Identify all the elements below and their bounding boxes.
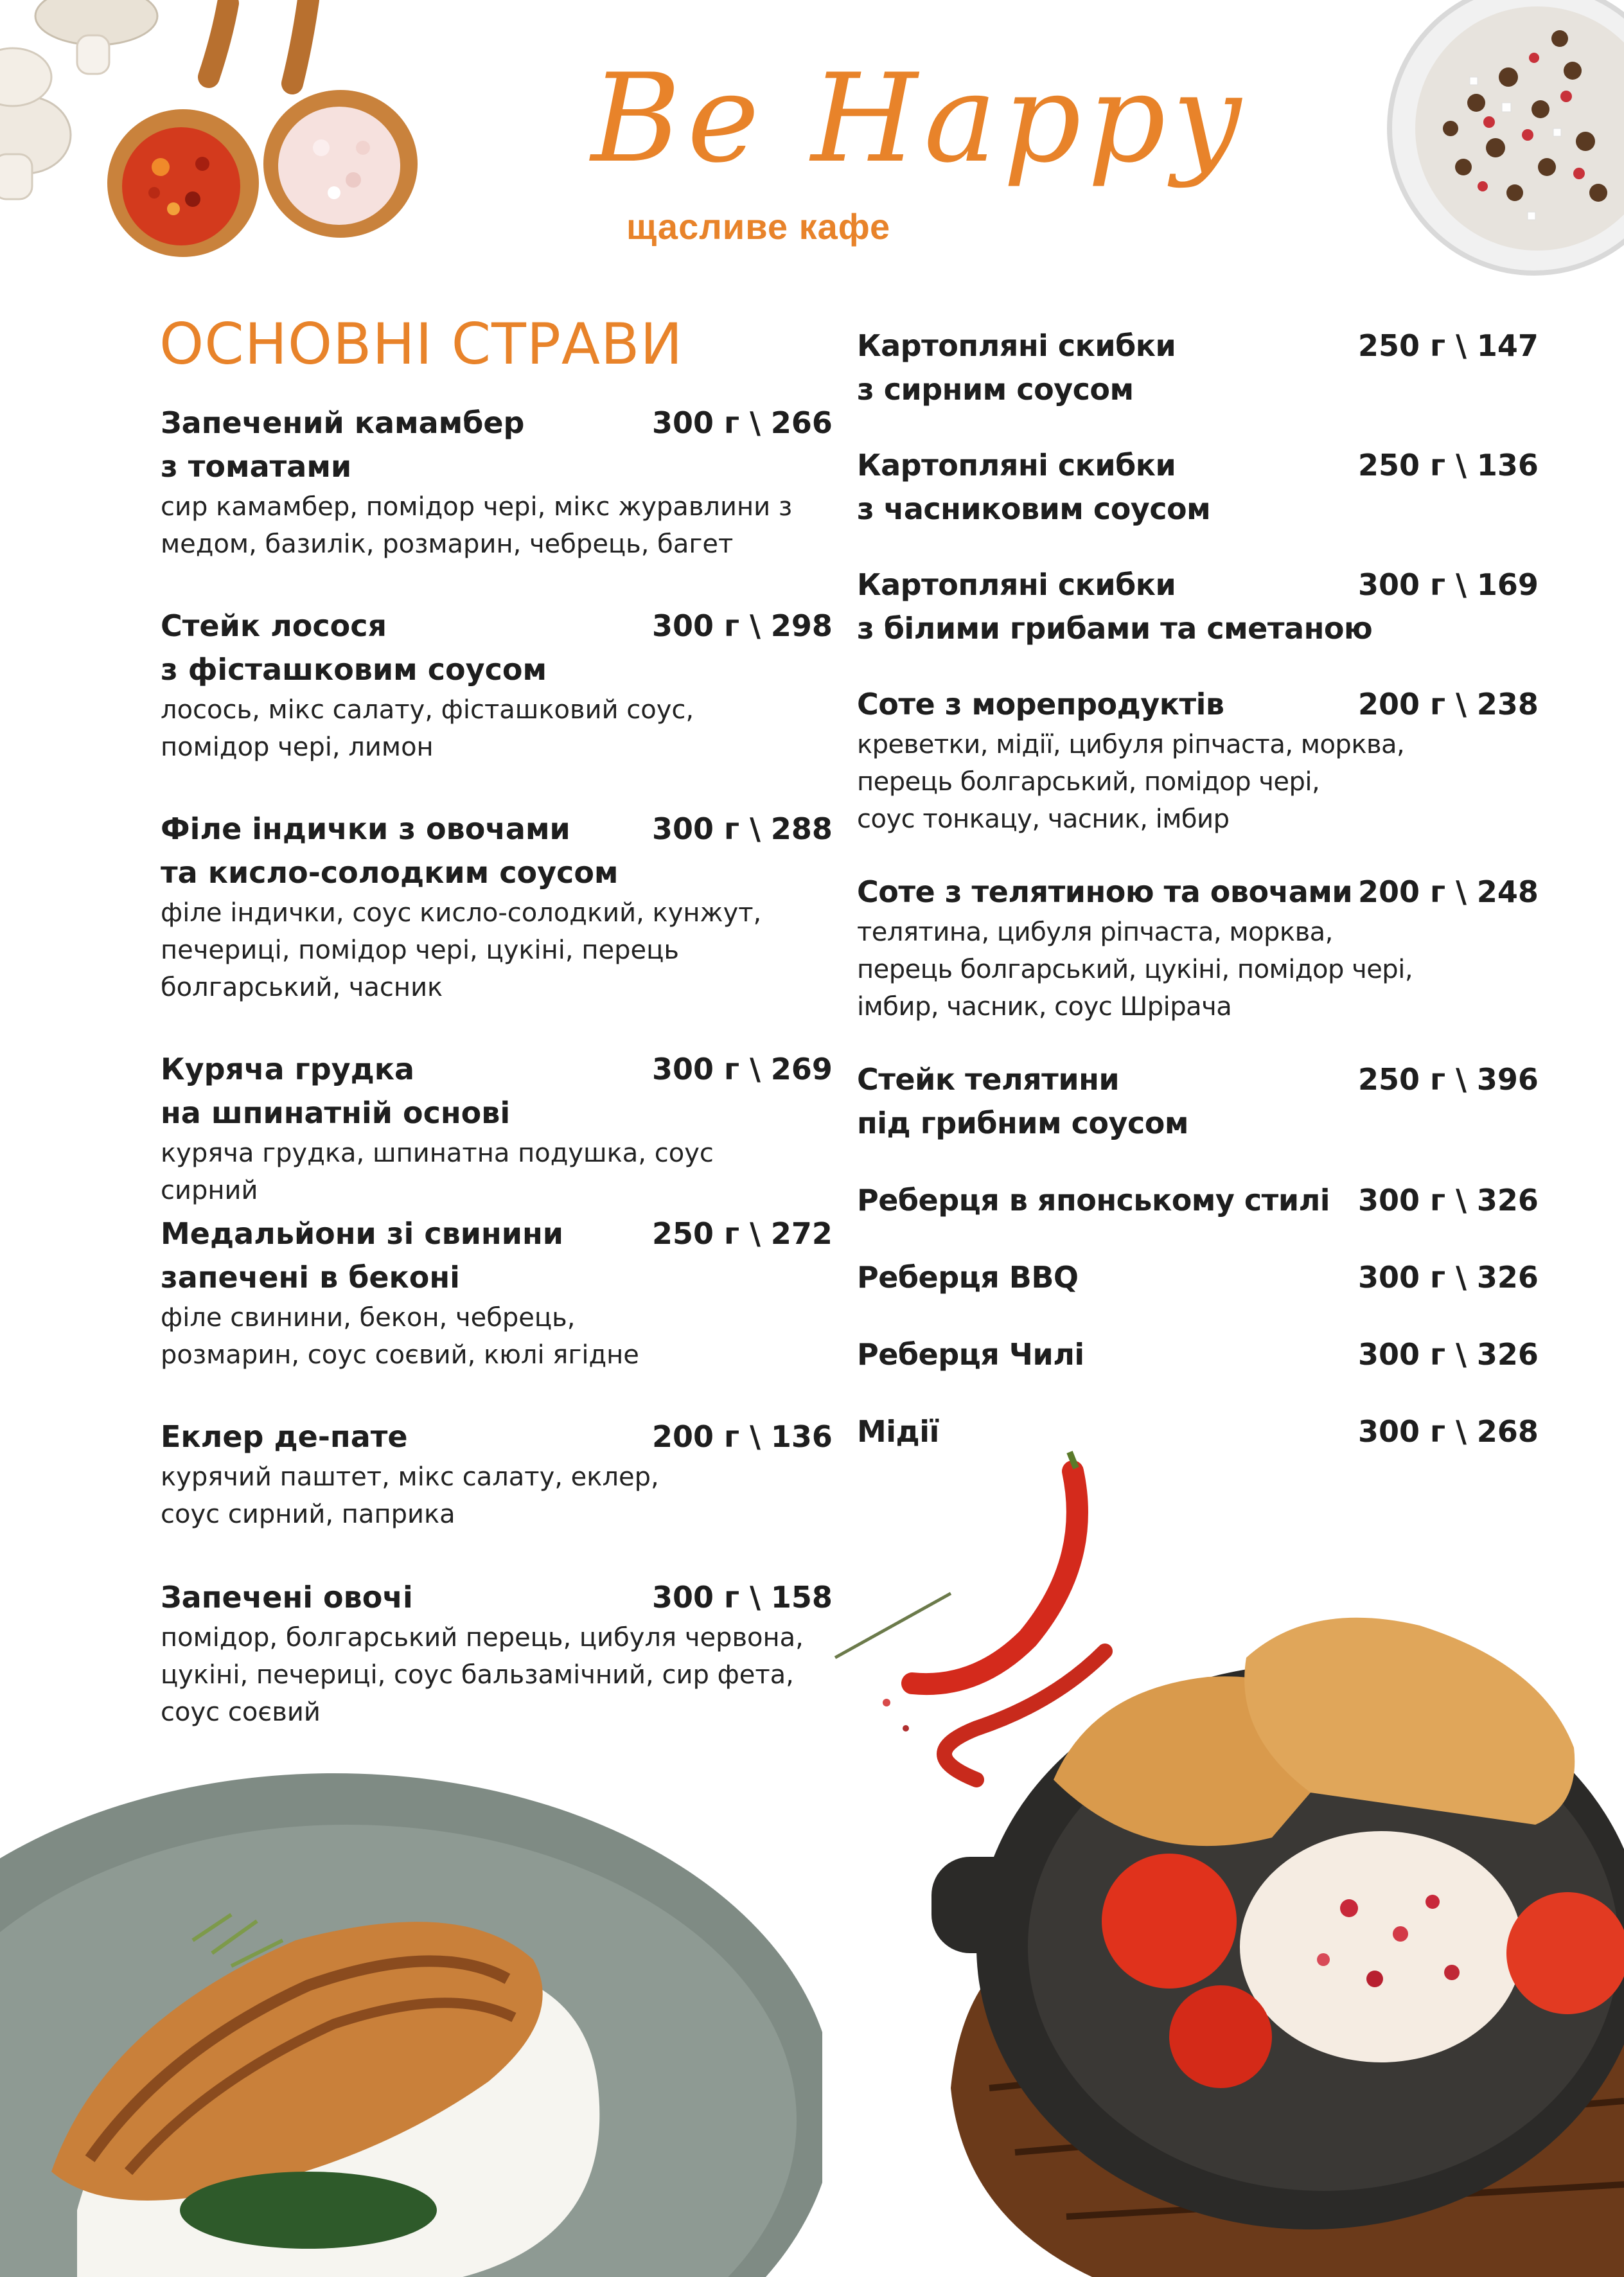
item-price: 200 г \ 248 [1358,874,1539,909]
item-name: Реберця в японському стилі [857,1183,1330,1218]
item-price: 300 г \ 268 [1358,1414,1539,1449]
menu-item [857,443,1538,531]
item-name: Картопляні скибки з сирним соусом [857,328,1176,407]
item-price: 300 г \ 288 [652,811,833,846]
item-name: Філе індички з овочами та кисло-солодким соусом [161,811,619,890]
item-price: 300 г \ 326 [1358,1337,1539,1372]
cafe-logo [591,48,1248,270]
camembert-skillet-image [822,1446,1624,2277]
item-price: 300 г \ 169 [1358,567,1539,602]
item-name: Запечені овочі [161,1580,413,1615]
item-price: 200 г \ 136 [652,1419,833,1454]
menu-item [857,324,1538,411]
item-name: Стейк лосося з фісташковим соусом [161,608,547,687]
item-price: 300 г \ 298 [652,608,833,643]
menu-item [161,807,833,1006]
item-description: креветки, мідії, цибуля ріпчаста, морква, перець болгарський, помідор чері, соус тонкацу, часник, імбир [857,730,1405,834]
logo-subtitle: щасливе кафе [626,206,891,247]
logo-script-text: Be Happy [591,48,1248,190]
menu-item [857,563,1538,650]
peppercorn-bowl-image [1380,0,1624,283]
section-title: ОСНОВНІ СТРАВИ [159,311,684,377]
item-name: Медальйони зі свинини запечені в беконі [161,1216,563,1295]
item-price: 300 г \ 158 [652,1580,833,1615]
item-price: 300 г \ 326 [1358,1260,1539,1295]
item-price: 300 г \ 326 [1358,1183,1539,1218]
chicken-breast-plate-image [0,1748,822,2277]
menu-item [161,1212,833,1374]
item-name: Картопляні скибки з білими грибами та сметаною [857,567,1373,646]
item-description: сир камамбер, помідор чері, мікс журавлини з медом, базилік, розмарин, чебрець, багет [161,492,793,559]
spices-spoons-image [0,0,450,270]
menu-item [857,1058,1538,1145]
menu-item [161,401,833,563]
item-name: Стейк телятини під грибним соусом [857,1062,1188,1140]
item-description: телятина, цибуля ріпчаста, морква, перець болгарський, цукіні, помідор чері, імбир, часник, соус Шрірача [857,917,1413,1022]
item-description: філе індички, соус кисло-солодкий, кунжут, печериці, помідор чері, цукіні, перець болгарський, часник [161,898,762,1002]
menu-item [857,682,1538,838]
item-description: куряча грудка, шпинатна подушка, соус сирний [161,1138,714,1205]
item-name: Куряча грудка на шпинатній основі [161,1052,511,1130]
menu-item [161,1575,833,1731]
item-name: Соте з телятиною та овочами [857,874,1353,909]
item-name: Мідії [857,1414,939,1449]
item-description: лосось, мікс салату, фісташковий соус, помідор чері, лимон [161,695,694,762]
item-description: філе свинини, бекон, чебрець, розмарин, соус соєвий, кюлі ягідне [161,1303,639,1370]
item-price: 250 г \ 272 [652,1216,833,1251]
item-description: курячий паштет, мікс салату, еклер, соус сирний, паприка [161,1462,659,1529]
item-price: 250 г \ 396 [1358,1062,1539,1097]
menu-item [161,1415,833,1533]
item-description: помідор, болгарський перець, цибуля червона, цукіні, печериці, соус бальзамічний, сир фета, соус соєвий [161,1623,804,1727]
item-price: 300 г \ 266 [652,405,833,440]
menu-item [857,870,1538,1025]
menu-item [857,1178,1538,1222]
item-name: Картопляні скибки з часниковим соусом [857,448,1211,526]
item-name: Реберця Чилі [857,1337,1084,1372]
item-price: 250 г \ 147 [1358,328,1539,363]
item-price: 250 г \ 136 [1358,448,1539,483]
item-price: 200 г \ 238 [1358,687,1539,722]
item-name: Реберця BBQ [857,1260,1079,1295]
menu-item [161,1047,833,1209]
item-name: Соте з морепродуктів [857,687,1224,722]
menu-item [857,1333,1538,1376]
menu-item [857,1255,1538,1299]
item-name: Запечений камамбер з томатами [161,405,525,484]
item-name: Еклер де-пате [161,1419,408,1454]
menu-item [161,604,833,766]
item-price: 300 г \ 269 [652,1052,833,1086]
